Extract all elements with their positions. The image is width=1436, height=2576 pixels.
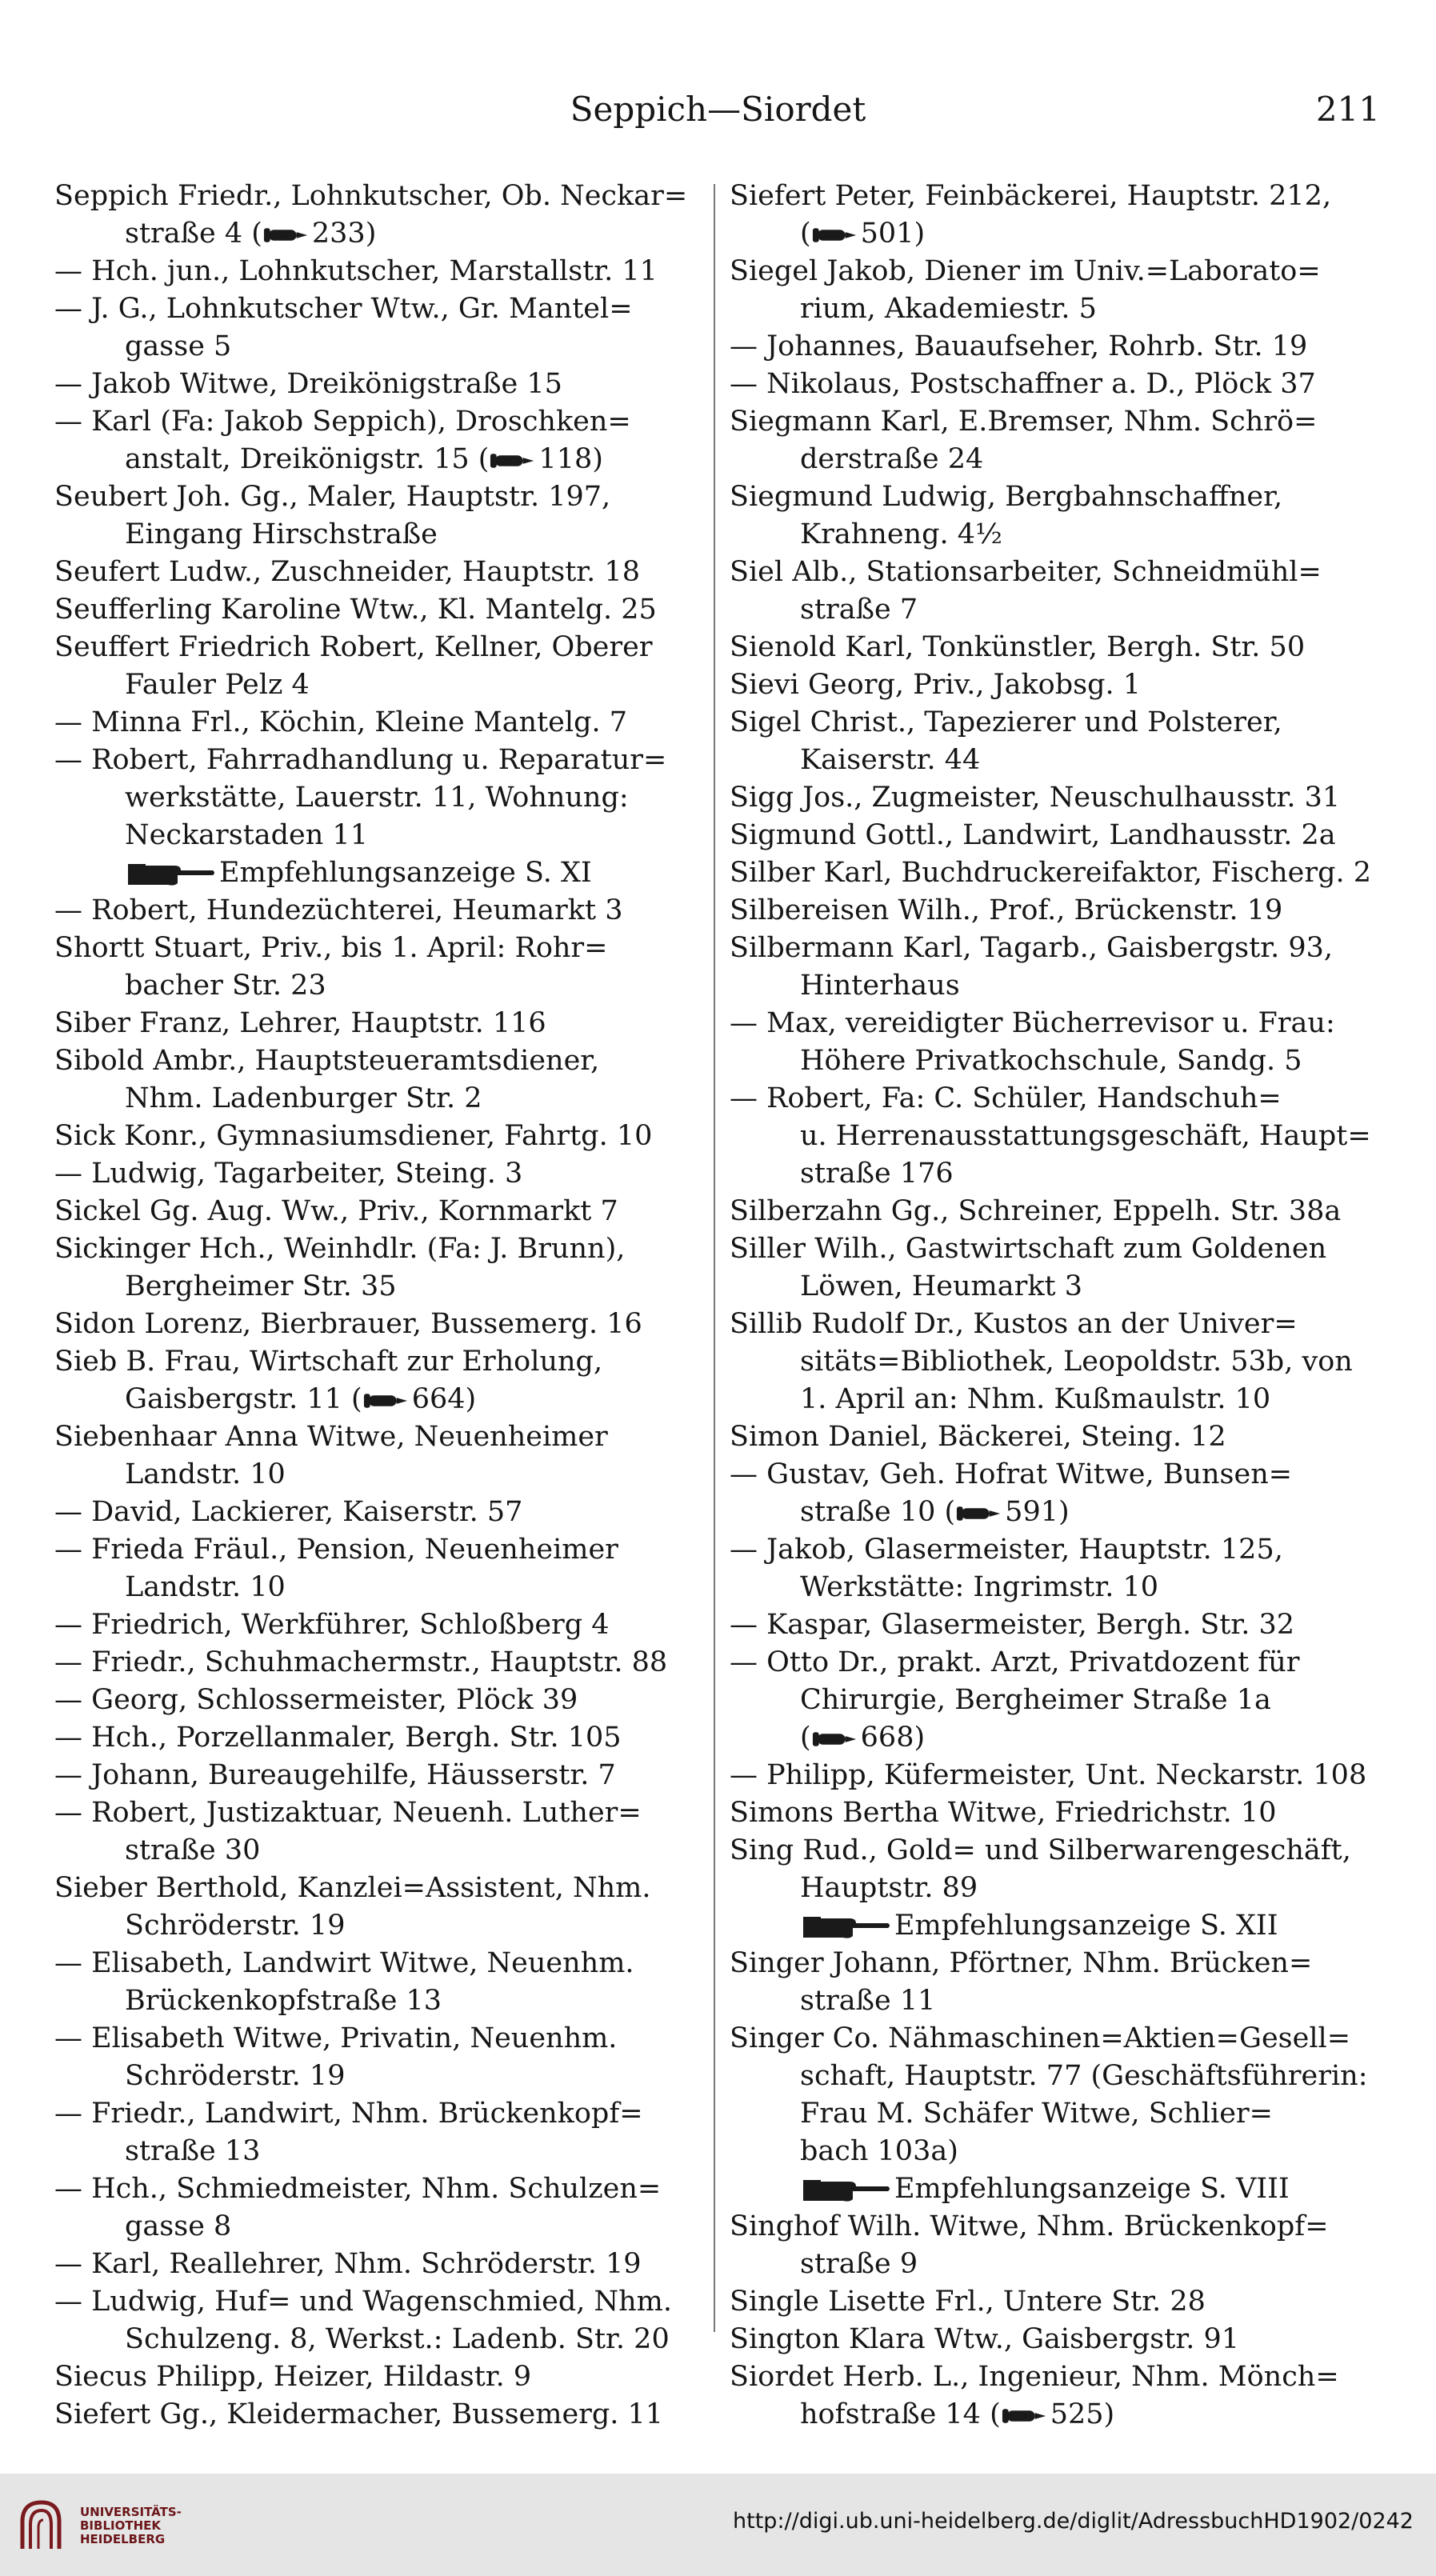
- directory-entry-line: [730, 1418, 1376, 1456]
- entry-text: — Elisabeth Witwe, Privatin, Neuenhm.: [54, 2022, 618, 2054]
- directory-entry-line: [730, 1870, 1376, 1907]
- telephone-icon: [362, 1391, 412, 1410]
- directory-entry-line: [54, 1644, 701, 1682]
- entry-text: rium, Akademiestr. 5: [800, 293, 1097, 325]
- entry-text: Schröderstr. 19: [125, 2060, 346, 2092]
- entry-text: Sing Rud., Gold= und Silberwarengeschäft,: [730, 1834, 1351, 1866]
- directory-entry-line: [54, 1569, 701, 1606]
- entry-text: — Frieda Fräul., Pension, Neuenheimer: [54, 1534, 618, 1566]
- directory-entry-line: [730, 1042, 1376, 1080]
- entry-text: Sickinger Hch., Weinhdlr. (Fa: J. Brunn),: [54, 1233, 626, 1265]
- entry-text: Sievi Georg, Priv., Jakobsg. 1: [730, 669, 1142, 701]
- directory-entry-line: [54, 1456, 701, 1494]
- directory-entry-line: [54, 178, 701, 215]
- directory-entry-line: [730, 215, 1376, 253]
- directory-entry-line: [54, 930, 701, 967]
- entry-text: Siber Franz, Lehrer, Hauptstr. 116: [54, 1007, 546, 1039]
- directory-entry-line: [730, 1343, 1376, 1381]
- entry-text: Siel Alb., Stationsarbeiter, Schneidmühl=: [730, 556, 1322, 588]
- directory-entry-line: [54, 516, 701, 554]
- entry-text: — Elisabeth, Landwirt Witwe, Neuenhm.: [54, 1947, 634, 1979]
- directory-entry-line: [730, 1907, 1376, 1945]
- directory-entry-line: [54, 892, 701, 930]
- entry-text: Seuffert Friedrich Robert, Kellner, Oberer: [54, 631, 653, 663]
- entry-text: Sigmund Gottl., Landwirt, Landhausstr. 2a: [730, 819, 1336, 851]
- directory-entry-line: [730, 1945, 1376, 1982]
- directory-entry-line: [54, 1155, 701, 1193]
- source-url-link[interactable]: http://digi.ub.uni-heidelberg.de/diglit/AdressbuchHD1902/0242: [733, 2509, 1414, 2534]
- directory-entry-line: [730, 779, 1376, 817]
- entry-text: — Friedr., Landwirt, Nhm. Brückenkopf=: [54, 2098, 643, 2130]
- entry-text: Schröderstr. 19: [125, 1910, 346, 1942]
- telephone-icon: [955, 1504, 1005, 1523]
- entry-text: werkstätte, Lauerstr. 11, Wohnung:: [125, 782, 629, 814]
- entry-text: Landstr. 10: [125, 1571, 286, 1603]
- left-column: [54, 178, 701, 2434]
- directory-entry-line: [730, 1569, 1376, 1606]
- entry-text: — Jakob Witwe, Dreikönigstraße 15: [54, 368, 562, 400]
- directory-entry-line: [730, 554, 1376, 591]
- entry-text: Sieb B. Frau, Wirtschaft zur Erholung,: [54, 1346, 603, 1378]
- directory-entry-line: [730, 2208, 1376, 2246]
- directory-entry-line: [54, 2170, 701, 2208]
- directory-entry-line: [54, 1005, 701, 1042]
- directory-entry-line: [730, 1005, 1376, 1042]
- entry-text: Fauler Pelz 4: [125, 669, 310, 701]
- entry-text: — J. G., Lohnkutscher Wtw., Gr. Mantel=: [54, 293, 633, 325]
- entry-text: Löwen, Heumarkt 3: [800, 1270, 1083, 1302]
- entry-text: Shortt Stuart, Priv., bis 1. April: Rohr=: [54, 932, 608, 964]
- logo-line: BIBLIOTHEK: [80, 2518, 161, 2533]
- entry-text: Kaiserstr. 44: [800, 744, 981, 776]
- directory-entry-line: [54, 1118, 701, 1155]
- entry-text: Single Lisette Frl., Untere Str. 28: [730, 2286, 1206, 2318]
- directory-entry-line: [730, 1757, 1376, 1794]
- entry-text: — David, Lackierer, Kaiserstr. 57: [54, 1496, 523, 1528]
- running-head: Seppich—Siordet: [570, 90, 866, 129]
- entry-text: Sigg Jos., Zugmeister, Neuschulhausstr. 31: [730, 782, 1341, 814]
- entry-text: — Ludwig, Tagarbeiter, Steing. 3: [54, 1158, 523, 1190]
- directory-entry-line: [54, 2020, 701, 2058]
- directory-entry-line: [54, 1870, 701, 1907]
- entry-text: derstraße 24: [800, 443, 984, 475]
- entry-text: Empfehlungsanzeige S. VIII: [894, 2173, 1290, 2205]
- entry-text: Empfehlungsanzeige S. XI: [219, 857, 592, 889]
- directory-entry-line: [730, 629, 1376, 666]
- directory-entry-line: [54, 1381, 701, 1418]
- entry-text: Chirurgie, Bergheimer Straße 1a: [800, 1684, 1271, 1716]
- entry-text: — Johannes, Bauaufseher, Rohrb. Str. 19: [730, 330, 1308, 362]
- directory-entry-line: [54, 253, 701, 290]
- directory-entry-line: [730, 967, 1376, 1005]
- entry-text: Frau M. Schäfer Witwe, Schlier=: [800, 2098, 1273, 2130]
- directory-entry-line: [730, 1832, 1376, 1870]
- entry-text: bacher Str. 23: [125, 970, 326, 1002]
- entry-text: — Kaspar, Glasermeister, Bergh. Str. 32: [730, 1609, 1294, 1641]
- directory-entry-line: [54, 1494, 701, 1531]
- directory-entry-line: [730, 742, 1376, 779]
- directory-entry-line: [730, 2058, 1376, 2095]
- entry-text: Hauptstr. 89: [800, 1872, 978, 1904]
- directory-entry-line: [730, 1719, 1376, 1757]
- directory-entry-line: [730, 2133, 1376, 2170]
- column-divider: [714, 184, 715, 2332]
- entry-text: Sillib Rudolf Dr., Kustos an der Univer=: [730, 1308, 1298, 1340]
- entry-text: Simon Daniel, Bäckerei, Steing. 12: [730, 1421, 1226, 1453]
- directory-entry-line: [730, 1080, 1376, 1118]
- directory-entry-line: [54, 1682, 701, 1719]
- directory-entry-line: [54, 704, 701, 742]
- entry-text: — Robert, Justizaktuar, Neuenh. Luther=: [54, 1797, 642, 1829]
- entry-text: — Georg, Schlossermeister, Plöck 39: [54, 1684, 578, 1716]
- entry-text: gasse 5: [125, 330, 232, 362]
- directory-entry-line: [54, 1193, 701, 1230]
- directory-entry-line: [54, 2396, 701, 2434]
- directory-entry-line: [730, 403, 1376, 441]
- directory-entry-line: [54, 2246, 701, 2283]
- entry-text: Bergheimer Str. 35: [125, 1270, 397, 1302]
- entry-text: Höhere Privatkochschule, Sandg. 5: [800, 1045, 1302, 1077]
- directory-entry-line: [730, 591, 1376, 629]
- directory-entry-line: [54, 2058, 701, 2095]
- directory-entry-line: [730, 253, 1376, 290]
- entry-text: hofstraße 14 (: [800, 2398, 1001, 2430]
- directory-entry-line: [54, 1230, 701, 1268]
- entry-text: straße 9: [800, 2248, 918, 2280]
- directory-entry-line: [54, 591, 701, 629]
- directory-entry-line: [54, 478, 701, 516]
- entry-text: Sington Klara Wtw., Gaisbergstr. 91: [730, 2323, 1240, 2355]
- directory-entry-line: [730, 2170, 1376, 2208]
- phone-number: 525): [1050, 2398, 1115, 2430]
- entry-text: Siegmann Karl, E.Bremser, Nhm. Schrö=: [730, 406, 1318, 438]
- directory-entry-line: [54, 742, 701, 779]
- directory-entry-line: [730, 1456, 1376, 1494]
- entry-text: Schulzeng. 8, Werkst.: Ladenb. Str. 20: [125, 2323, 670, 2355]
- entry-text: Nhm. Ladenburger Str. 2: [125, 1082, 482, 1114]
- directory-entry-line: [54, 2358, 701, 2396]
- entry-text: Simons Bertha Witwe, Friedrichstr. 10: [730, 1797, 1277, 1829]
- pointing-hand-icon: [128, 861, 216, 888]
- page-header: [56, 90, 1380, 138]
- entry-text: (: [800, 218, 811, 250]
- directory-entry-line: [54, 1832, 701, 1870]
- entry-text: — Johann, Bureaugehilfe, Häusserstr. 7: [54, 1759, 616, 1791]
- entry-text: Sigel Christ., Tapezierer und Polsterer,: [730, 706, 1282, 738]
- telephone-icon: [811, 226, 861, 245]
- directory-entry-line: [730, 854, 1376, 892]
- directory-entry-line: [54, 554, 701, 591]
- directory-entry-line: [730, 1494, 1376, 1531]
- entry-text: Hinterhaus: [800, 970, 960, 1002]
- directory-entry-line: [730, 1268, 1376, 1306]
- entry-text: Neckarstaden 11: [125, 819, 368, 851]
- entry-text: Sieber Berthold, Kanzlei=Assistent, Nhm.: [54, 1872, 651, 1904]
- directory-entry-line: [730, 930, 1376, 967]
- entry-text: Seubert Joh. Gg., Maler, Hauptstr. 197,: [54, 481, 611, 513]
- directory-entry-line: [54, 1306, 701, 1343]
- directory-entry-line: [730, 516, 1376, 554]
- directory-entry-line: [730, 2396, 1376, 2434]
- entry-text: — Hch., Schmiedmeister, Nhm. Schulzen=: [54, 2173, 662, 2205]
- entry-text: straße 11: [800, 1985, 936, 2017]
- directory-entry-line: [730, 817, 1376, 854]
- entry-text: straße 13: [125, 2135, 261, 2167]
- directory-entry-line: [730, 1155, 1376, 1193]
- directory-entry-line: [54, 779, 701, 817]
- directory-entry-line: [54, 854, 701, 892]
- entry-text: Sick Konr., Gymnasiumsdiener, Fahrtg. 10: [54, 1120, 653, 1152]
- entry-text: Sibold Ambr., Hauptsteueramtsdiener,: [54, 1045, 600, 1077]
- footer-bar: [0, 2474, 1436, 2576]
- entry-text: — Robert, Fahrradhandlung u. Reparatur=: [54, 744, 667, 776]
- entry-text: (: [800, 1722, 811, 1754]
- directory-entry-line: [54, 1418, 701, 1456]
- entry-text: — Ludwig, Huf= und Wagenschmied, Nhm.: [54, 2286, 672, 2318]
- directory-entry-line: [54, 1757, 701, 1794]
- entry-text: Landstr. 10: [125, 1458, 286, 1490]
- library-logo-icon: [18, 2498, 64, 2554]
- phone-number: 591): [1005, 1496, 1070, 1528]
- directory-entry-line: [730, 1982, 1376, 2020]
- directory-entry-line: [730, 892, 1376, 930]
- entry-text: — Jakob, Glasermeister, Hauptstr. 125,: [730, 1534, 1283, 1566]
- directory-entry-line: [54, 817, 701, 854]
- directory-entry-line: [54, 2133, 701, 2170]
- entry-text: — Max, vereidigter Bücherrevisor u. Frau:: [730, 1007, 1335, 1039]
- directory-entry-line: [730, 2095, 1376, 2133]
- directory-entry-line: [54, 1606, 701, 1644]
- phone-number: 501): [860, 218, 926, 250]
- library-logo-text: [80, 2506, 182, 2546]
- directory-entry-line: [54, 215, 701, 253]
- directory-entry-line: [730, 366, 1376, 403]
- entry-text: — Robert, Fa: C. Schüler, Handschuh=: [730, 1082, 1282, 1114]
- page-number: 211: [1315, 90, 1380, 129]
- entry-text: Siordet Herb. L., Ingenieur, Nhm. Mönch=: [730, 2361, 1339, 2393]
- directory-entry-line: [730, 441, 1376, 478]
- entry-text: Krahneng. 4½: [800, 518, 1002, 550]
- directory-entry-line: [54, 1907, 701, 1945]
- directory-entry-line: [730, 704, 1376, 742]
- entry-text: Silber Karl, Buchdruckereifaktor, Fischerg. 2: [730, 857, 1372, 889]
- directory-entry-line: [730, 1381, 1376, 1418]
- entry-text: Sienold Karl, Tonkünstler, Bergh. Str. 50: [730, 631, 1306, 663]
- entry-text: Werkstätte: Ingrimstr. 10: [800, 1571, 1159, 1603]
- entry-text: straße 4 (: [125, 218, 262, 250]
- entry-text: anstalt, Dreikönigstr. 15 (: [125, 443, 490, 475]
- directory-entry-line: [54, 967, 701, 1005]
- entry-text: bach 103a): [800, 2135, 958, 2167]
- entry-text: gasse 8: [125, 2210, 232, 2242]
- entry-text: Singer Co. Nähmaschinen=Aktien=Gesell=: [730, 2022, 1351, 2054]
- entry-text: — Nikolaus, Postschaffner a. D., Plöck 37: [730, 368, 1316, 400]
- entry-text: Siefert Gg., Kleidermacher, Bussemerg. 11: [54, 2398, 664, 2430]
- entry-text: Sidon Lorenz, Bierbrauer, Bussemerg. 16: [54, 1308, 642, 1340]
- directory-entry-line: [730, 290, 1376, 328]
- directory-entry-line: [54, 2283, 701, 2321]
- entry-text: Silbereisen Wilh., Prof., Brückenstr. 19: [730, 894, 1283, 926]
- entry-text: straße 7: [800, 594, 918, 626]
- directory-entry-line: [730, 2321, 1376, 2358]
- directory-entry-line: [730, 2020, 1376, 2058]
- entry-text: Silberzahn Gg., Schreiner, Eppelh. Str. 38a: [730, 1195, 1342, 1227]
- directory-entry-line: [730, 178, 1376, 215]
- entry-text: Seufferling Karoline Wtw., Kl. Mantelg. 25: [54, 594, 657, 626]
- directory-entry-line: [54, 1042, 701, 1080]
- entry-text: 1. April an: Nhm. Kußmaulstr. 10: [800, 1383, 1271, 1415]
- entry-text: Singer Johann, Pförtner, Nhm. Brücken=: [730, 1947, 1313, 1979]
- entry-text: — Karl, Reallehrer, Nhm. Schröderstr. 19: [54, 2248, 642, 2280]
- directory-entry-line: [54, 1268, 701, 1306]
- entry-text: Seppich Friedr., Lohnkutscher, Ob. Neckar=: [54, 180, 688, 212]
- entry-text: Siegel Jakob, Diener im Univ.=Laborato=: [730, 255, 1321, 287]
- entry-text: — Gustav, Geh. Hofrat Witwe, Bunsen=: [730, 1458, 1293, 1490]
- directory-entry-line: [54, 403, 701, 441]
- directory-entry-line: [54, 1794, 701, 1832]
- directory-entry-line: [54, 1531, 701, 1569]
- directory-entry-line: [730, 1794, 1376, 1832]
- entry-text: Singhof Wilh. Witwe, Nhm. Brückenkopf=: [730, 2210, 1329, 2242]
- telephone-icon: [489, 451, 538, 470]
- directory-entry-line: [54, 1719, 701, 1757]
- entry-text: — Karl (Fa: Jakob Seppich), Droschken=: [54, 406, 631, 438]
- directory-entry-line: [730, 1644, 1376, 1682]
- entry-text: Silbermann Karl, Tagarb., Gaisbergstr. 93,: [730, 932, 1334, 964]
- entry-text: Siebenhaar Anna Witwe, Neuenheimer: [54, 1421, 608, 1453]
- directory-entry-line: [54, 290, 701, 328]
- entry-text: Empfehlungsanzeige S. XII: [894, 1910, 1278, 1942]
- directory-entry-line: [730, 328, 1376, 366]
- directory-entry-line: [730, 666, 1376, 704]
- directory-entry-line: [54, 328, 701, 366]
- directory-entry-line: [730, 1118, 1376, 1155]
- directory-entry-line: [730, 2358, 1376, 2396]
- directory-entry-line: [730, 1230, 1376, 1268]
- entry-text: Siegmund Ludwig, Bergbahnschaffner,: [730, 481, 1283, 513]
- pointing-hand-icon: [803, 1914, 891, 1941]
- telephone-icon: [1001, 2406, 1050, 2426]
- directory-entry-line: [54, 441, 701, 478]
- directory-entry-line: [730, 2283, 1376, 2321]
- directory-entry-line: [54, 1080, 701, 1118]
- logo-line: UNIVERSITÄTS-: [80, 2505, 182, 2519]
- entry-text: — Hch., Porzellanmaler, Bergh. Str. 105: [54, 1722, 622, 1754]
- directory-entry-line: [730, 1682, 1376, 1719]
- entry-text: — Friedrich, Werkführer, Schloßberg 4: [54, 1609, 610, 1641]
- entry-text: — Philipp, Küfermeister, Unt. Neckarstr. 108: [730, 1759, 1367, 1791]
- entry-text: — Hch. jun., Lohnkutscher, Marstallstr. 11: [54, 255, 658, 287]
- entry-text: Siecus Philipp, Heizer, Hildastr. 9: [54, 2361, 532, 2393]
- directory-entry-line: [54, 666, 701, 704]
- entry-text: schaft, Hauptstr. 77 (Geschäftsführerin:: [800, 2060, 1368, 2092]
- directory-entry-line: [730, 1193, 1376, 1230]
- directory-entry-line: [730, 478, 1376, 516]
- entry-text: — Robert, Hundezüchterei, Heumarkt 3: [54, 894, 623, 926]
- directory-entry-line: [730, 2246, 1376, 2283]
- directory-entry-line: [54, 1945, 701, 1982]
- directory-entry-line: [54, 366, 701, 403]
- directory-entry-line: [54, 1343, 701, 1381]
- entry-text: Brückenkopfstraße 13: [125, 1985, 442, 2017]
- right-column: [730, 178, 1376, 2434]
- directory-entry-line: [54, 1982, 701, 2020]
- pointing-hand-icon: [803, 2177, 891, 2204]
- directory-entry-line: [730, 1606, 1376, 1644]
- phone-number: 668): [860, 1722, 926, 1754]
- directory-entry-line: [730, 1531, 1376, 1569]
- entry-text: u. Herrenausstattungsgeschäft, Haupt=: [800, 1120, 1371, 1152]
- phone-number: 118): [538, 443, 603, 475]
- entry-text: Eingang Hirschstraße: [125, 518, 438, 550]
- entry-text: Sickel Gg. Aug. Ww., Priv., Kornmarkt 7: [54, 1195, 618, 1227]
- entry-text: Seufert Ludw., Zuschneider, Hauptstr. 18: [54, 556, 640, 588]
- entry-text: Siller Wilh., Gastwirtschaft zum Goldenen: [730, 1233, 1327, 1265]
- phone-number: 664): [411, 1383, 477, 1415]
- phone-number: 233): [311, 218, 377, 250]
- entry-text: — Otto Dr., prakt. Arzt, Privatdozent für: [730, 1646, 1300, 1678]
- directory-entry-line: [54, 629, 701, 666]
- telephone-icon: [262, 226, 312, 245]
- directory-entry-line: [730, 1306, 1376, 1343]
- entry-text: Gaisbergstr. 11 (: [125, 1383, 362, 1415]
- directory-entry-line: [54, 2208, 701, 2246]
- entry-text: Siefert Peter, Feinbäckerei, Hauptstr. 212,: [730, 180, 1332, 212]
- directory-entry-line: [54, 2095, 701, 2133]
- entry-text: straße 10 (: [800, 1496, 956, 1528]
- logo-line: HEIDELBERG: [80, 2532, 166, 2546]
- entry-text: — Minna Frl., Köchin, Kleine Mantelg. 7: [54, 706, 627, 738]
- directory-entry-line: [54, 2321, 701, 2358]
- entry-text: — Friedr., Schuhmachermstr., Hauptstr. 88: [54, 1646, 668, 1678]
- entry-text: sitäts=Bibliothek, Leopoldstr. 53b, von: [800, 1346, 1353, 1378]
- telephone-icon: [811, 1730, 861, 1749]
- entry-text: straße 30: [125, 1834, 261, 1866]
- entry-text: straße 176: [800, 1158, 954, 1190]
